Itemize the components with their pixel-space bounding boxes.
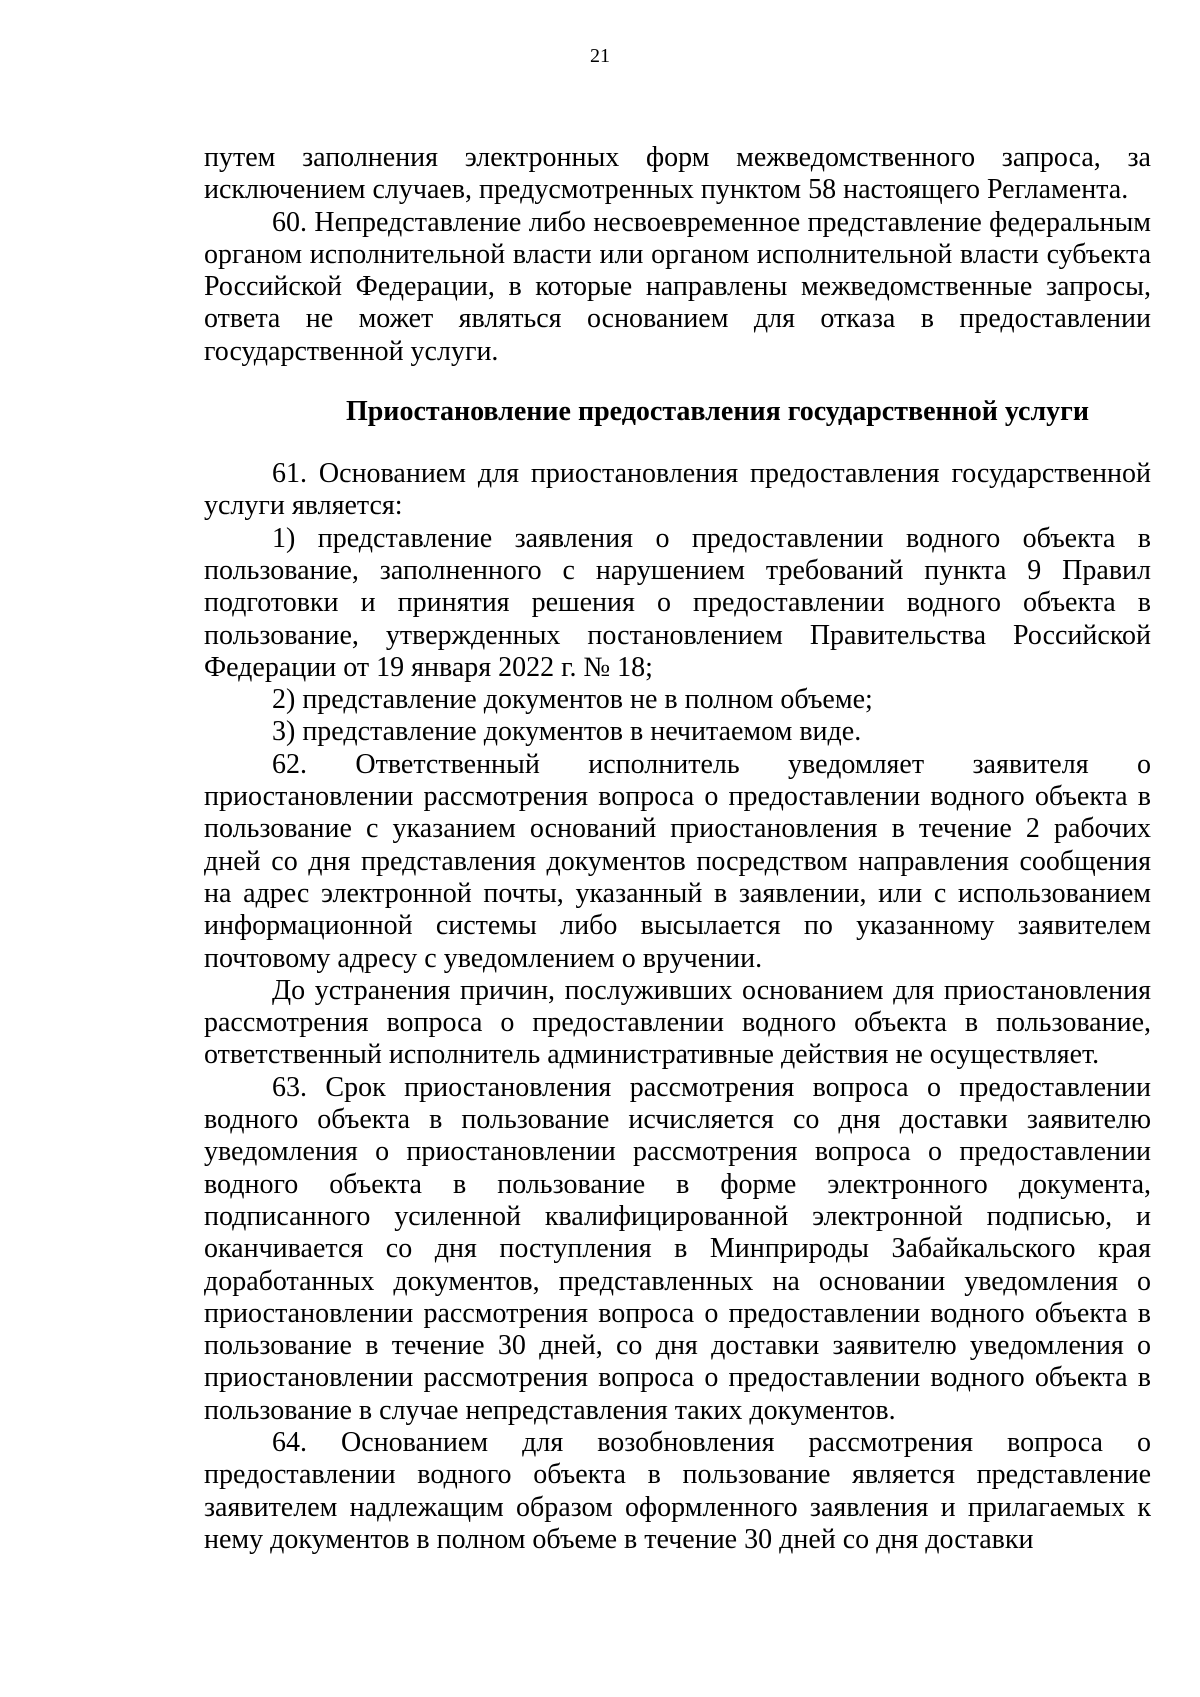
paragraph: 1) представление заявления о предоставлении водного объекта в пользование, заполненного с нарушением требований пункта 9 Правил подготовки и принятия решения о предоставлении водного объекта в пользование, утвержденных постановлением Правительства Российской Федерации от 19 января 2022 г. № 18; <box>204 522 1151 683</box>
paragraph: 61. Основанием для приостановления предоставления государственной услуги является: <box>204 458 1151 522</box>
paragraph: путем заполнения электронных форм межведомственного запроса, за исключением случаев, предусмотренных пунктом 58 настоящего Регламента. <box>204 142 1151 206</box>
paragraph: 60. Непредставление либо несвоевременное представление федеральным органом исполнительной власти или органом исполнительной власти субъекта Российской Федерации, в которые направлены межведомственные запросы, ответа не может являться основанием для отказа в предоставлении государственной услуги. <box>204 206 1151 367</box>
paragraph: 62. Ответственный исполнитель уведомляет заявителя о приостановлении рассмотрения вопроса о предоставлении водного объекта в пользование с указанием оснований приостановления в течение 2 рабочих дней со дня представления документов посредством направления сообщения на адрес электронной почты, указанный в заявлении, или с использованием информационной системы либо высылается по указанному заявителем почтовому адресу с уведомлением о вручении. <box>204 748 1151 974</box>
document-body <box>204 142 1151 1556</box>
paragraph: 2) представление документов не в полном объеме; <box>272 684 873 716</box>
paragraph: 63. Срок приостановления рассмотрения вопроса о предоставлении водного объекта в пользование исчисляется со дня доставки заявителю уведомления о приостановлении рассмотрения вопроса о предоставлении водного объекта в пользование в форме электронного документа, подписанного усиленной квалифицированной электронной подписью, и оканчивается со дня поступления в Минприроды Забайкальского края доработанных документов, представленных на основании уведомления о приостановлении рассмотрения вопроса о предоставлении водного объекта в пользование в течение 30 дней, со дня доставки заявителю уведомления о приостановлении рассмотрения вопроса о предоставлении водного объекта в пользование в случае непредставления таких документов. <box>204 1071 1151 1426</box>
page-number: 21 <box>590 45 610 67</box>
paragraph: 64. Основанием для возобновления рассмотрения вопроса о предоставлении водного объекта в пользование является представление заявителем надлежащим образом оформленного заявления и прилагаемых к нему документов в полном объеме в течение 30 дней со дня доставки <box>204 1426 1151 1555</box>
section-heading: Приостановление предоставления государственной услуги <box>345 396 1090 428</box>
paragraphs-after-heading <box>204 458 1151 1556</box>
paragraph: 3) представление документов в нечитаемом виде. <box>272 716 862 748</box>
paragraph: До устранения причин, послуживших основанием для приостановления рассмотрения вопроса о предоставлении водного объекта в пользование, ответственный исполнитель административные действия не осуществляет. <box>204 974 1151 1071</box>
paragraphs-before-heading <box>204 142 1151 368</box>
